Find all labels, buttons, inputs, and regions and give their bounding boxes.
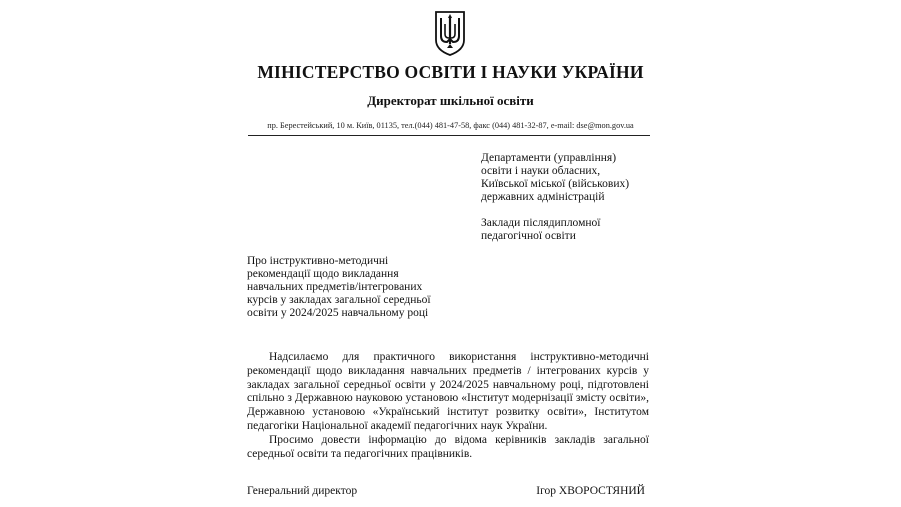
letter-subject — [247, 255, 467, 320]
addressee-line: Заклади післядипломної — [481, 217, 601, 229]
addressee-line: державних адміністрацій — [481, 191, 605, 203]
trident-coat-of-arms-icon — [434, 10, 466, 56]
contact-details: пр. Берестейський, 10 м. Київ, 01135, тел.(044) 481-47-58, факс (044) 481-32-87, e-mail: dse@mon.gov.ua — [267, 121, 634, 130]
signatory-name: Ігор ХВОРОСТЯНИЙ — [536, 485, 645, 497]
subject-line: курсів у закладах загальної середньої — [247, 294, 431, 306]
subject-line: освіти у 2024/2025 навчальному році — [247, 307, 429, 319]
addressee-institutions — [481, 217, 711, 243]
addressee-line: освіти і науки обласних, — [481, 165, 601, 177]
addressee-line: педагогічної освіти — [481, 230, 576, 242]
subject-line: рекомендації щодо викладання — [247, 268, 399, 280]
ministry-title: МІНІСТЕРСТВО ОСВІТИ І НАУКИ УКРАЇНИ — [257, 62, 644, 82]
addressee-departments — [481, 152, 711, 204]
body-paragraph: Надсилаємо для практичного використання інструктивно-методичні рекомендації щодо викладання навчальних предметів / інтегрованих курсів у закладах загальної середньої освіти у 2024/2025 навчальному році, підготовлені спільно з Державною науковою установою «Інститут модернізації змісту освіти», Державною установою «Український інститут розвитку освіти», Інститутом педагогіки Національної академії педагогічних наук України. — [247, 351, 649, 432]
directorate-title: Директорат шкільної освіти — [367, 93, 534, 108]
addressee-line: Київської міської (військових) — [481, 178, 630, 190]
signatory-position: Генеральний директор — [247, 485, 358, 497]
header-divider — [248, 135, 650, 136]
body-paragraph: Просимо довести інформацію до відома керівників закладів загальної середньої освіти та педагогічних працівників. — [247, 433, 649, 460]
subject-line: Про інструктивно-методичні — [247, 255, 389, 267]
addressee-block — [481, 152, 711, 243]
letter-body — [247, 351, 649, 461]
subject-line: навчальних предметів/інтегрованих — [247, 281, 423, 293]
addressee-line: Департаменти (управління) — [481, 152, 617, 164]
